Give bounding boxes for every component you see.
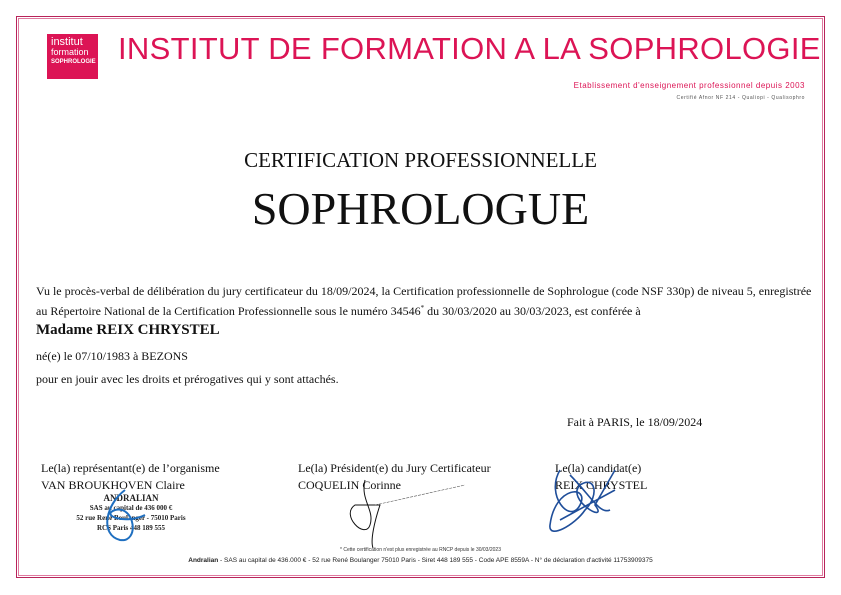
footnote-mark: *: [420, 304, 425, 312]
institute-logo: [47, 34, 98, 79]
signer-role: Le(la) Président(e) du Jury Certificateur: [298, 461, 491, 475]
stamp-company: ANDRALIAN: [103, 493, 159, 503]
signature-jury-image: [335, 470, 470, 550]
signer-name: VAN BROUKHOVEN Claire: [41, 478, 185, 492]
certificate-body: [36, 283, 816, 320]
body-text-2: du 30/03/2020 au 30/03/2023, est conférée à: [424, 304, 641, 318]
birth-info: né(e) le 07/10/1983 à BEZONS: [36, 349, 188, 363]
logo-line1: institut: [51, 36, 83, 48]
logo-line2: formation: [51, 47, 89, 57]
footer-text: - SAS au capital de 436.000 € - 52 rue René Boulanger 75010 Paris - Siret 448 189 555 - Code APE 8559A - N° de déclaration d'activité 11753909375: [218, 557, 653, 564]
stamp-line3: RCS Paris 448 189 555: [96, 524, 166, 532]
signature-candidate-image: [540, 465, 620, 540]
logo-line3: SOPHROLOGIE: [51, 59, 96, 65]
footer-company: Andralian: [188, 557, 219, 564]
recipient-name: Madame REIX CHRYSTEL: [36, 322, 220, 338]
legal-footer: [0, 557, 841, 564]
signer-role: Le(la) candidat(e): [555, 461, 642, 475]
place-date: Fait à PARIS, le 18/09/2024: [567, 415, 703, 429]
signer-name: REIX CHRYSTEL: [555, 478, 648, 492]
certificate-heading: CERTIFICATION PROFESSIONNELLE: [244, 148, 597, 172]
institute-title: INSTITUT DE FORMATION A LA SOPHROLOGIE: [118, 31, 821, 66]
signature-organisation-image: [85, 485, 165, 545]
institute-subtitle: Etablissement d'enseignement professionnel depuis 2003: [573, 81, 805, 90]
signer-name: COQUELIN Corinne: [298, 478, 401, 492]
signer-role: Le(la) représentant(e) de l’organisme: [41, 461, 220, 475]
body-text-1: Vu le procès-verbal de délibération du jury certificateur du 18/09/2024, la Certification professionnelle de Sophrologue (code NSF 330p) de niveau 5, enregistrée au Répertoire National de la Certification Professionnelle sous le numéro 34546: [36, 284, 812, 318]
profession-title: SOPHROLOGUE: [251, 183, 590, 234]
stamp-line2: 52 rue René Boulanger - 75010 Paris: [76, 514, 186, 522]
stamp-line1: SAS au capital de 436 000 €: [89, 504, 173, 512]
rights-text: pour en jouir avec les droits et prérogatives qui y sont attachés.: [36, 372, 339, 386]
rncp-footnote: * Cette certification n'est plus enregistrée au RNCP depuis le 30/03/2023: [340, 547, 501, 553]
certifications-line: Certifié Afnor NF 214 - Qualiopi - Qualisophro: [676, 95, 805, 101]
